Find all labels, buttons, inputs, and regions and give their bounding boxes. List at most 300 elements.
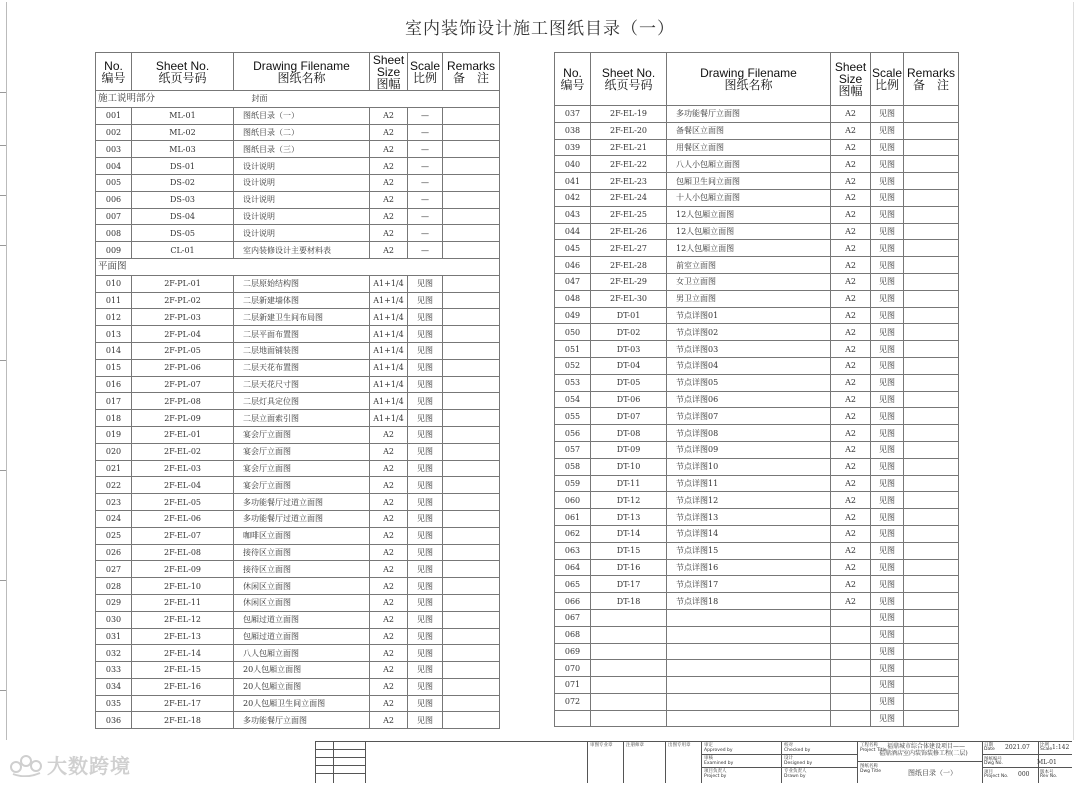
dwg-title-label-en: Dwg Title	[860, 769, 882, 774]
cell-size: A1+1/4	[370, 326, 408, 343]
table-row	[96, 443, 500, 460]
cell-remarks	[443, 191, 500, 208]
cell-sheet-no: DT-05	[591, 374, 667, 391]
table-row	[555, 475, 959, 492]
cell-filename: 二层天花布置图	[234, 359, 370, 376]
section-label: 平面图	[96, 258, 234, 275]
cell-no: 035	[96, 695, 132, 712]
cell-size: A2	[831, 441, 871, 458]
cell-filename: 用餐区立面图	[667, 139, 831, 156]
section-label: 施工说明部分	[96, 91, 234, 108]
cell-filename: 二层地面铺装图	[234, 342, 370, 359]
cell-filename: 节点详图06	[667, 391, 831, 408]
table-row	[555, 106, 959, 123]
cell-size: A2	[831, 374, 871, 391]
cell-no: 037	[555, 106, 591, 123]
cell-sheet-no: DT-17	[591, 576, 667, 593]
cell-size: A2	[831, 257, 871, 274]
cell-scale: 见图	[408, 410, 443, 427]
cell-scale: 见图	[408, 494, 443, 511]
cell-filename: 二层平面布置图	[234, 326, 370, 343]
cell-sheet-no: ML-03	[132, 141, 234, 158]
cell-remarks	[443, 107, 500, 124]
cell-filename	[667, 643, 831, 660]
cell-filename: 二层新建卫生间布局图	[234, 309, 370, 326]
table-row	[555, 139, 959, 156]
table-row	[555, 408, 959, 425]
cell-no: 019	[96, 426, 132, 443]
cell-no: 010	[96, 275, 132, 292]
cell-remarks	[904, 223, 959, 240]
cell-filename: 宴会厅立面图	[234, 460, 370, 477]
cell-filename: 包厢过道立面图	[234, 628, 370, 645]
cell-remarks	[904, 425, 959, 442]
cell-no: 012	[96, 309, 132, 326]
cell-filename: 节点详图12	[667, 492, 831, 509]
cell-remarks	[443, 510, 500, 527]
table-header-row	[555, 53, 959, 106]
cell-scale: 见图	[871, 710, 904, 727]
dwg-no-value: ML-01	[1037, 759, 1057, 766]
table-row	[555, 509, 959, 526]
cell-filename: 节点详图01	[667, 307, 831, 324]
table-row	[555, 156, 959, 173]
cell-sheet-no: 2F-PL-03	[132, 309, 234, 326]
cell-remarks	[443, 695, 500, 712]
cell-no: 064	[555, 559, 591, 576]
cell-remarks	[443, 242, 500, 259]
dwg-title-value: 图纸目录（一）	[908, 769, 957, 777]
cell-no: 067	[555, 609, 591, 626]
cell-no: 031	[96, 628, 132, 645]
cell-filename: 前室立面图	[667, 257, 831, 274]
cell-sheet-no: 2F-EL-14	[132, 645, 234, 662]
cell-remarks	[443, 611, 500, 628]
cell-remarks	[904, 106, 959, 123]
cell-no: 017	[96, 393, 132, 410]
cell-sheet-no: CL-01	[132, 242, 234, 259]
cell-scale: 见图	[871, 206, 904, 223]
project-no-label-en: Project No.	[984, 774, 1009, 779]
cell-size: A2	[831, 273, 871, 290]
table-row	[555, 559, 959, 576]
cell-sheet-no: 2F-EL-26	[591, 223, 667, 240]
watermark	[10, 750, 131, 779]
col-header-no: No. 编号	[96, 53, 132, 91]
cell-no: 004	[96, 158, 132, 175]
table-header-row	[96, 53, 500, 91]
cell-no: 002	[96, 124, 132, 141]
cell-filename: 二层新建墙体图	[234, 292, 370, 309]
cell-scale: 见图	[408, 594, 443, 611]
cell-remarks	[904, 290, 959, 307]
cell-sheet-no: 2F-PL-01	[132, 275, 234, 292]
cell-filename	[667, 693, 831, 710]
table-row	[555, 189, 959, 206]
cell-filename: 节点详图13	[667, 509, 831, 526]
table-row	[555, 710, 959, 727]
cell-filename: 多功能餐厅过道立面图	[234, 510, 370, 527]
scale-label: 比例	[1040, 743, 1049, 748]
cell-size: A2	[370, 695, 408, 712]
cell-sheet-no: 2F-EL-21	[591, 139, 667, 156]
drawing-list-table-left	[95, 52, 500, 729]
cell-filename: 咖啡区立面图	[234, 527, 370, 544]
cell-size: A2	[831, 492, 871, 509]
cell-size: A2	[370, 561, 408, 578]
col-header-scale: Scale 比例	[871, 53, 904, 106]
table-row	[555, 677, 959, 694]
table-row	[96, 174, 500, 191]
cell-remarks	[443, 645, 500, 662]
cell-sheet-no: DT-10	[591, 458, 667, 475]
cell-filename: 20人包厢立面图	[234, 662, 370, 679]
cell-sheet-no: DS-02	[132, 174, 234, 191]
cell-filename: 多功能餐厅立面图	[667, 106, 831, 123]
table-row	[555, 391, 959, 408]
cell-remarks	[443, 359, 500, 376]
cell-no: 020	[96, 443, 132, 460]
cell-sheet-no: 2F-EL-09	[132, 561, 234, 578]
cell-remarks	[904, 542, 959, 559]
cell-no: 050	[555, 324, 591, 341]
cell-scale: 见图	[871, 643, 904, 660]
cell-size: A2	[831, 475, 871, 492]
cell-size: A2	[370, 174, 408, 191]
table-row	[555, 206, 959, 223]
cell-scale: —	[408, 174, 443, 191]
cell-no: 006	[96, 191, 132, 208]
cell-scale: 见图	[408, 309, 443, 326]
cell-no: 058	[555, 458, 591, 475]
cell-size: A2	[831, 576, 871, 593]
cell-scale: 见图	[408, 275, 443, 292]
cell-no: 044	[555, 223, 591, 240]
table-row	[555, 542, 959, 559]
cell-filename: 设计说明	[234, 208, 370, 225]
cell-no: 036	[96, 712, 132, 729]
cell-scale: 见图	[871, 189, 904, 206]
cell-scale: 见图	[871, 324, 904, 341]
cell-no: 030	[96, 611, 132, 628]
cell-size: A2	[370, 242, 408, 259]
cell-filename: 节点详图03	[667, 341, 831, 358]
cell-filename: 设计说明	[234, 191, 370, 208]
cell-no: 007	[96, 208, 132, 225]
table-row	[555, 122, 959, 139]
table-row	[555, 626, 959, 643]
cell-remarks	[443, 578, 500, 595]
cell-sheet-no	[591, 643, 667, 660]
cell-no: 068	[555, 626, 591, 643]
cell-remarks	[904, 593, 959, 610]
cell-scale: 见图	[871, 307, 904, 324]
cell-sheet-no: DT-08	[591, 425, 667, 442]
table-row	[555, 492, 959, 509]
cell-sheet-no: 2F-EL-04	[132, 477, 234, 494]
cell-size	[831, 609, 871, 626]
cell-no: 013	[96, 326, 132, 343]
cell-filename: 男卫立面图	[667, 290, 831, 307]
cell-remarks	[904, 710, 959, 727]
cell-sheet-no: 2F-EL-05	[132, 494, 234, 511]
cell-no: 008	[96, 225, 132, 242]
cell-remarks	[443, 494, 500, 511]
cell-filename: 图纸目录（三）	[234, 141, 370, 158]
table-row	[96, 359, 500, 376]
project-lead-label-en: Project by	[704, 774, 727, 779]
cell-sheet-no: 2F-PL-04	[132, 326, 234, 343]
cell-no: 049	[555, 307, 591, 324]
cell-remarks	[904, 240, 959, 257]
table-body-left	[96, 91, 500, 729]
cell-scale: —	[408, 141, 443, 158]
cell-filename: 接待区立面图	[234, 544, 370, 561]
cell-no: 069	[555, 643, 591, 660]
cell-size: A2	[370, 510, 408, 527]
cell-size: A2	[370, 225, 408, 242]
cell-size: A2	[831, 106, 871, 123]
cell-filename: 节点详图11	[667, 475, 831, 492]
cell-scale: 见图	[408, 662, 443, 679]
cell-scale: 见图	[871, 693, 904, 710]
cell-scale: —	[408, 191, 443, 208]
table-row	[96, 141, 500, 158]
col-header-no: No. 编号	[555, 53, 591, 106]
cell-sheet-no: DT-18	[591, 593, 667, 610]
cell-size	[831, 693, 871, 710]
table-row	[555, 609, 959, 626]
drawing-list-table-right	[554, 52, 959, 727]
cell-remarks	[443, 594, 500, 611]
cell-remarks	[443, 393, 500, 410]
cell-scale: 见图	[871, 542, 904, 559]
cell-sheet-no: 2F-PL-08	[132, 393, 234, 410]
cell-remarks	[904, 257, 959, 274]
cell-remarks	[904, 374, 959, 391]
cell-no: 014	[96, 342, 132, 359]
cell-filename: 节点详图02	[667, 324, 831, 341]
table-row	[96, 494, 500, 511]
cell-size: A2	[370, 628, 408, 645]
cell-remarks	[904, 609, 959, 626]
cell-scale: 见图	[871, 660, 904, 677]
cell-scale: 见图	[871, 593, 904, 610]
cell-remarks	[443, 426, 500, 443]
cell-no: 057	[555, 441, 591, 458]
cell-no: 072	[555, 693, 591, 710]
cell-filename	[667, 660, 831, 677]
cell-size: A2	[831, 206, 871, 223]
cell-scale: —	[408, 124, 443, 141]
cell-filename: 包厢卫生间立面图	[667, 173, 831, 190]
cell-filename: 12人包厢立面图	[667, 223, 831, 240]
cell-filename: 八人包厢立面图	[234, 645, 370, 662]
table-row	[96, 510, 500, 527]
cell-no: 066	[555, 593, 591, 610]
table-row	[96, 611, 500, 628]
cell-filename: 节点详图07	[667, 408, 831, 425]
table-row	[555, 257, 959, 274]
cell-no: 056	[555, 425, 591, 442]
cell-filename	[667, 626, 831, 643]
cell-no: 042	[555, 189, 591, 206]
discipline-lead-label: 专业负责人	[784, 769, 807, 774]
cell-no: 041	[555, 173, 591, 190]
cell-no: 034	[96, 678, 132, 695]
project-lead-label: 项目负责人	[704, 769, 727, 774]
cell-remarks	[904, 576, 959, 593]
cell-size: A2	[831, 240, 871, 257]
cell-no: 065	[555, 576, 591, 593]
cell-scale: 见图	[871, 525, 904, 542]
table-row	[96, 561, 500, 578]
cell-remarks	[443, 174, 500, 191]
cell-sheet-no: 2F-EL-02	[132, 443, 234, 460]
cell-sheet-no: 2F-EL-15	[132, 662, 234, 679]
cell-sheet-no: DT-13	[591, 509, 667, 526]
cell-remarks	[443, 225, 500, 242]
cell-sheet-no: 2F-PL-09	[132, 410, 234, 427]
cell-scale: 见图	[871, 240, 904, 257]
table-row	[96, 326, 500, 343]
cell-scale: 见图	[871, 223, 904, 240]
cell-scale: 见图	[408, 326, 443, 343]
cell-size: A2	[370, 578, 408, 595]
cell-no: 040	[555, 156, 591, 173]
cell-sheet-no: 2F-PL-02	[132, 292, 234, 309]
cell-sheet-no	[591, 710, 667, 727]
cell-size: A1+1/4	[370, 275, 408, 292]
table-row	[555, 374, 959, 391]
cell-remarks	[443, 628, 500, 645]
cell-size	[831, 710, 871, 727]
cell-size: A2	[370, 611, 408, 628]
cell-scale: 见图	[871, 357, 904, 374]
cell-sheet-no: 2F-EL-24	[591, 189, 667, 206]
cell-scale: 见图	[871, 559, 904, 576]
cell-filename: 十人小包厢立面图	[667, 189, 831, 206]
table-row	[96, 426, 500, 443]
cell-sheet-no: DT-04	[591, 357, 667, 374]
cell-sheet-no: 2F-EL-20	[591, 122, 667, 139]
table-row	[96, 695, 500, 712]
cell-remarks	[904, 693, 959, 710]
checked-label: 校对	[784, 743, 793, 748]
cell-scale: 见图	[408, 712, 443, 729]
cell-sheet-no: DT-06	[591, 391, 667, 408]
cell-remarks	[904, 408, 959, 425]
table-row	[96, 191, 500, 208]
cell-remarks	[443, 342, 500, 359]
cell-scale: —	[408, 158, 443, 175]
table-row	[555, 223, 959, 240]
cell-remarks	[443, 309, 500, 326]
cell-size: A2	[370, 460, 408, 477]
cell-filename: 宴会厅立面图	[234, 443, 370, 460]
cell-filename: 包厢过道立面图	[234, 611, 370, 628]
table-row	[96, 275, 500, 292]
table-row	[96, 410, 500, 427]
cell-scale: 见图	[871, 156, 904, 173]
cell-size: A2	[831, 593, 871, 610]
cell-sheet-no: 2F-EL-19	[591, 106, 667, 123]
table-row	[96, 628, 500, 645]
table-row	[555, 593, 959, 610]
cell-sheet-no: DT-11	[591, 475, 667, 492]
cell-remarks	[443, 561, 500, 578]
cell-sheet-no: 2F-EL-07	[132, 527, 234, 544]
cell-sheet-no: DT-15	[591, 542, 667, 559]
cell-size: A2	[370, 191, 408, 208]
col-header-size: Sheet Size 图幅	[831, 53, 871, 106]
cell-size: A2	[370, 494, 408, 511]
col-header-filename: Drawing Filename 图纸名称	[667, 53, 831, 106]
cell-size: A1+1/4	[370, 376, 408, 393]
cell-remarks	[904, 206, 959, 223]
cell-no: 061	[555, 509, 591, 526]
cell-filename: 休闲区立面图	[234, 594, 370, 611]
cell-remarks	[443, 443, 500, 460]
cell-no: 062	[555, 525, 591, 542]
cell-size: A2	[370, 544, 408, 561]
cell-size: A1+1/4	[370, 309, 408, 326]
cell-no: 028	[96, 578, 132, 595]
cell-remarks	[904, 307, 959, 324]
checked-label-en: Checked by	[784, 748, 811, 753]
cell-sheet-no: 2F-EL-30	[591, 290, 667, 307]
cell-remarks	[443, 326, 500, 343]
scale-label-en: Scale	[1040, 747, 1053, 752]
cell-no: 005	[96, 174, 132, 191]
table-row	[96, 678, 500, 695]
table-body-right	[555, 106, 959, 727]
cell-no: 009	[96, 242, 132, 259]
cell-no: 039	[555, 139, 591, 156]
table-row	[96, 393, 500, 410]
cell-sheet-no: DT-01	[591, 307, 667, 324]
cell-size: A2	[370, 477, 408, 494]
date-label: 日期	[984, 743, 993, 748]
cell-remarks	[904, 475, 959, 492]
col-header-remarks: Remarks 备 注	[443, 53, 500, 91]
cell-no	[555, 710, 591, 727]
cell-scale: 见图	[408, 628, 443, 645]
approved-label-en: Approved by	[704, 748, 733, 753]
table-row	[555, 357, 959, 374]
cell-size: A2	[831, 341, 871, 358]
cell-scale: 见图	[408, 359, 443, 376]
cell-size	[831, 626, 871, 643]
cell-scale: 见图	[408, 578, 443, 595]
cell-sheet-no	[591, 693, 667, 710]
cell-scale: 见图	[408, 477, 443, 494]
examined-label: 审核	[704, 756, 713, 761]
cell-size: A2	[831, 307, 871, 324]
section-header-row	[96, 91, 500, 108]
table-row	[96, 578, 500, 595]
cell-filename: 20人包厢卫生间立面图	[234, 695, 370, 712]
cell-size: A2	[831, 509, 871, 526]
cell-size: A2	[370, 208, 408, 225]
dwg-no-label: 图纸编号	[984, 757, 1002, 762]
dwg-no-label-en: Dwg No.	[984, 761, 1003, 766]
cell-remarks	[443, 712, 500, 729]
cell-scale: 见图	[871, 374, 904, 391]
table-row	[555, 173, 959, 190]
cell-sheet-no	[591, 660, 667, 677]
cell-filename: 12人包厢立面图	[667, 206, 831, 223]
